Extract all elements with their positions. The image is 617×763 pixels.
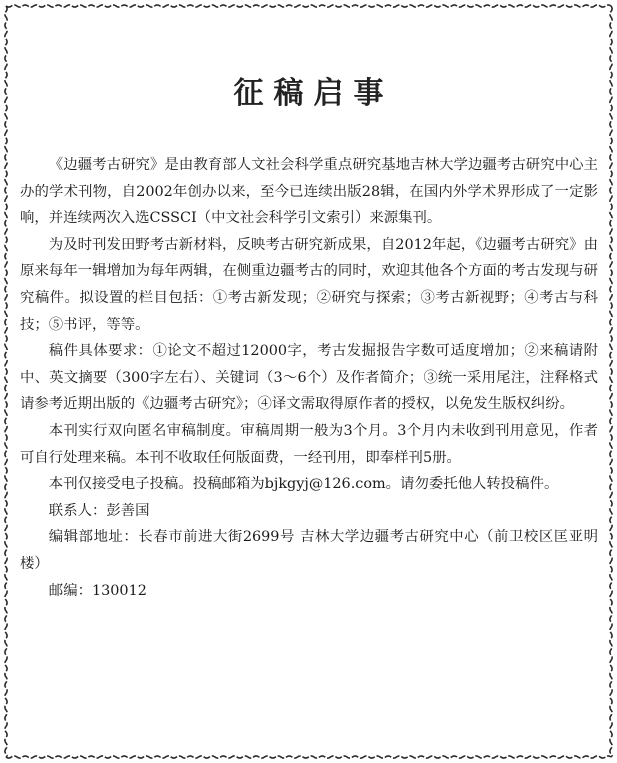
border-top (6, 5, 611, 7)
paragraph-postcode: 邮编：130012 (48, 582, 147, 599)
paragraph-review: 本刊实行双向匿名审稿制度。审稿周期一般为3个月。3个月内未收到刊用意见，作者可自行处理来稿。本刊不收取任何版面费，一经刊用，即奉样刊5册。 (20, 422, 598, 466)
border-bottom (6, 756, 611, 758)
page-title: 征稿启事 (233, 76, 394, 111)
paragraph-contact: 联系人：彭善国 (48, 502, 150, 519)
paragraph-address: 编辑部地址：长春市前进大街2699号 吉林大学边疆考古研究中心（前卫校区匡亚明楼） (20, 529, 598, 572)
border-right (610, 6, 612, 757)
paragraph-scope: 为及时刊发田野考古新材料，反映考古研究新成果，自2012年起，《边疆考古研究》由原来每年一辑增加为每年两辑，在侧重边疆考古的同时，欢迎其他各个方面的考古发现与研究稿件。拟设置的栏目包括：①考古新发现；②研究与探索；③考古新视野；④考古与科技；⑤书评，等等。 (20, 236, 598, 333)
paragraph-intro: 《边疆考古研究》是由教育部人文社会科学重点研究基地吉林大学边疆考古研究中心主办的学术刊物，自2002年创办以来，至今已连续出版28辑，在国内外学术界形成了一定影响，并连续两次入选CSSCI（中文社会科学引文索引）来源集刊。 (20, 157, 598, 227)
paragraph-requirements: 稿件具体要求：①论文不超过12000字，考古发掘报告字数可适度增加；②来稿请附中、英文摘要（300字左右）、关键词（3～6个）及作者简介；③统一采用尾注，注释格式请参考近期出版的《边疆考古研究》；④译文需取得原作者的授权，以免发生版权纠纷。 (20, 343, 598, 413)
border-left (5, 6, 7, 757)
notice-body (20, 152, 598, 604)
paragraph-submission-email: 本刊仅接受电子投稿。投稿邮箱为bjkgyj@126.com。请勿委托他人转投稿件。 (48, 476, 559, 493)
